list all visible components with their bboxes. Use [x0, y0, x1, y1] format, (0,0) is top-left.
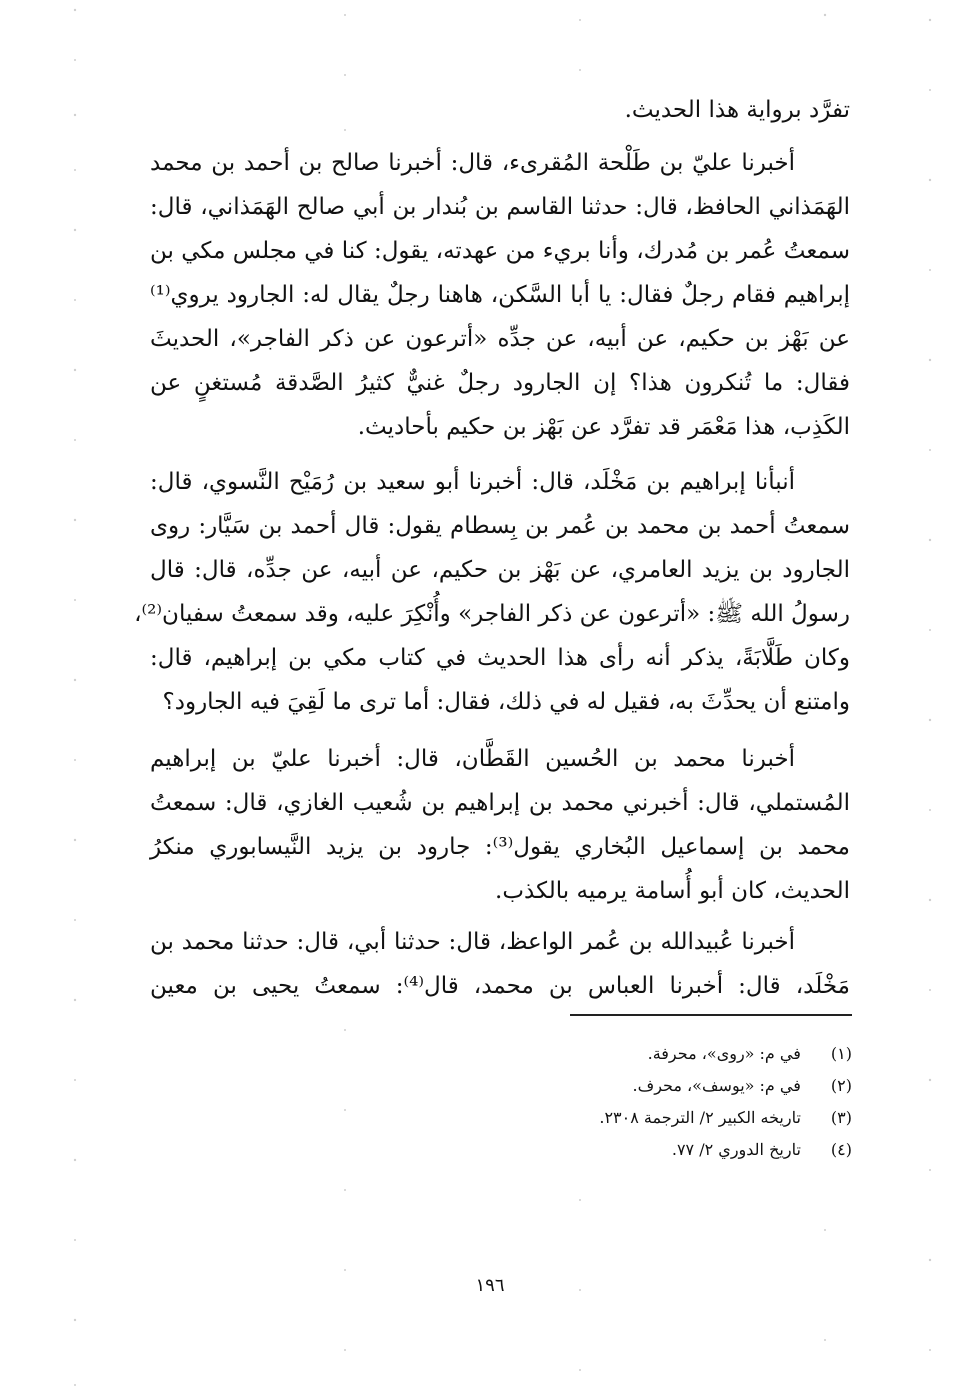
text-line: إبراهيم فقام رجلٌ فقال: يا أبا السَّكن، هاهنا رجلٌ يقال له: الجارود يروي⁽¹⁾ — [150, 282, 850, 308]
footnote-text: في م: «روى»، محرفة. — [647, 1044, 801, 1063]
paragraph-2 — [134, 460, 850, 724]
paragraph-3 — [150, 737, 850, 913]
footnote-item — [420, 1134, 852, 1166]
text-line: أنبأنا إبراهيم بن مَخْلَد، قال: أخبرنا أبو سعيد بن رُمَيْح النَّسوي، قال: — [150, 469, 795, 495]
footnote-number: (٣) — [830, 1108, 852, 1127]
footnote-text: تاريخه الكبير ٢/ الترجمة ٢٣٠٨. — [599, 1108, 801, 1127]
footnote-item — [420, 1070, 852, 1102]
text-line: رسولُ الله ﷺ: «أترعون عن ذكر الفاجر» وأُنْكِرَ عليه، وقد سمعتُ سفيان⁽²⁾، — [134, 601, 850, 627]
text-line: أخبرنا عليّ بن طَلْحة المُقرىء، قال: أخبرنا صالح بن أحمد بن محمد — [150, 150, 795, 176]
text-line: أخبرنا محمد بن الحُسين القَطَّان، قال: أخبرنا عليّ بن إبراهيم — [150, 746, 795, 772]
text-line: محمد بن إسماعيل البُخاري يقول⁽³⁾: جارود بن يزيد النَّيسابوري منكرُ — [150, 834, 850, 860]
text-line: عن بَهْز بن حكيم، عن أبيه، عن جدِّه «أترعون عن ذكر الفاجر»، الحديثَ — [150, 326, 850, 352]
page-number: ١٩٦ — [475, 1275, 505, 1296]
text-line: الكَذِب، هذا مَعْمَر قد تفرَّد عن بَهْز بن حكيم بأحاديث. — [357, 414, 850, 440]
paragraph-4 — [150, 920, 850, 1008]
footnote-text: تاريخ الدوري ٢/ ٧٧. — [671, 1140, 801, 1159]
footnote-number: (١) — [830, 1044, 852, 1063]
text-line: فقال: ما تُنكرون هذا؟ إن الجارود رجلٌ غنيٌّ كثيرُ الصَّدقة مُستغنٍ عن — [150, 370, 851, 396]
paragraph-1 — [150, 141, 850, 449]
footnotes — [420, 1038, 852, 1166]
text-line: سمعتُ عُمر بن مُدرك، وأنا بريء من عهدته، يقول: كنا في مجلس مكي بن — [150, 238, 850, 264]
footnote-separator — [570, 1014, 852, 1016]
text-line: وكان طَلَّابَةً، يذكر أنه رأى هذا الحديث في كتاب مكي بن إبراهيم، قال: — [150, 645, 850, 671]
footnote-number: (٢) — [830, 1076, 852, 1095]
opening-line: تفرَّد برواية هذا الحديث. — [624, 97, 850, 123]
text-line: الحديث، كان أبو أُسامة يرميه بالكذب. — [495, 878, 850, 904]
text-line: المُستملي، قال: أخبرني محمد بن إبراهيم بن شُعيب الغازي، قال: سمعتُ — [150, 790, 850, 816]
footnote-text: في م: «يوسف»، محرف. — [632, 1076, 801, 1095]
text-line: الجارود بن يزيد العامري، عن بَهْز بن حكيم، عن أبيه، عن جدِّه، قال: قال — [150, 557, 850, 583]
text-line: وامتنع أن يحدِّثَ به، فقيل له في ذلك، فقال: أما ترى ما لَقِيَ فيه الجارود؟ — [162, 689, 850, 715]
footnote-number: (٤) — [830, 1140, 852, 1159]
footnote-item — [420, 1038, 852, 1070]
text-line: الهَمَذاني الحافظ، قال: حدثنا القاسم بن بُندار بن أبي صالح الهَمَذاني، قال: — [150, 194, 850, 220]
footnote-item — [420, 1102, 852, 1134]
text-line: أخبرنا عُبيدالله بن عُمر الواعظ، قال: حدثنا أبي، قال: حدثنا محمد بن — [150, 929, 795, 955]
text-line: سمعتُ أحمد بن محمد بن عُمر بن بِسطام يقول: قال أحمد بن سَيَّار: روى — [150, 513, 850, 539]
text-line: مَخْلَد، قال: أخبرنا العباس بن محمد، قال⁽⁴⁾: سمعتُ يحيى بن معين — [150, 973, 850, 999]
